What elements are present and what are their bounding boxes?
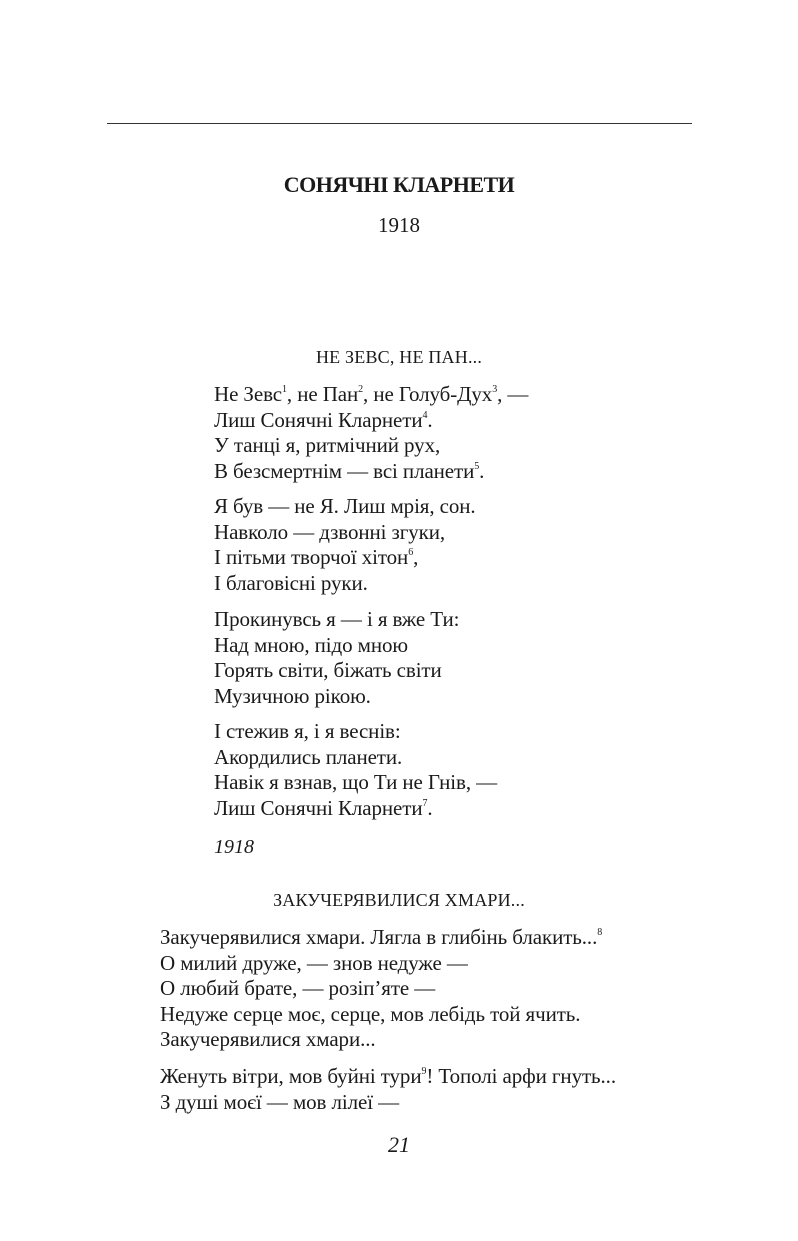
footnote-ref: 6 — [408, 547, 414, 558]
book-year: 1918 — [378, 213, 420, 237]
verse-line: Акордились планети. — [214, 744, 403, 769]
footnote-ref: 3 — [492, 384, 498, 395]
verse-line: Горять світи, біжать світи — [214, 658, 442, 682]
top-rule — [107, 123, 692, 124]
verse-line: Навколо — дзвонні згуки, — [214, 519, 446, 544]
footnote-ref: 5 — [474, 460, 480, 472]
verse-line: Над мною, підо мною — [214, 632, 408, 657]
verse-line: О любий брате, — розіп’яте — — [160, 976, 436, 1000]
verse-line: Закучерявилися хмари... — [160, 1027, 376, 1051]
footnote-ref: 2 — [358, 384, 364, 395]
verse-line: О милий друже, — знов недуже — — [160, 950, 468, 975]
verse-line: Недуже серце моє, серце, мов лебідь той ячить. — [160, 1001, 581, 1026]
stanza — [214, 382, 528, 484]
poem-title: НЕ ЗЕВС, НЕ ПАН... — [315, 347, 483, 367]
verse-line: В безсмертнім — всі планети$^5$. — [214, 458, 485, 483]
poem-date: 1918 — [214, 836, 254, 858]
verse-line: І благовісні руки. — [214, 570, 368, 595]
footnote-ref: 7 — [422, 797, 428, 809]
stanza — [214, 607, 459, 709]
verse-line: У танці я, ритмічний рух, — [214, 433, 441, 457]
stanza — [214, 719, 497, 821]
poem-title: ЗАКУЧЕРЯВИЛИСЯ ХМАРИ... — [273, 890, 525, 910]
verse-line: Прокинувсь я — і я вже Ти: — [214, 607, 460, 631]
verse-line: Навік я взнав, що Ти не Гнів, — — [214, 770, 498, 794]
footnote-ref: 4 — [422, 409, 428, 421]
page-number: 21 — [388, 1132, 410, 1157]
verse-line: Я був — не Я. Лиш мрія, сон. — [214, 494, 476, 518]
footnote-ref: 1 — [282, 384, 287, 395]
verse-line: Не Зевс$^1$, не Пан$^2$, не Голуб-Дух$^3$, — — [214, 382, 529, 406]
stanza — [160, 1064, 616, 1115]
stanza — [214, 494, 476, 596]
verse-line: З душі моєї — мов лілеї — — [160, 1089, 400, 1114]
verse-line: Лиш Сонячні Кларнети$^7$. — [214, 795, 433, 820]
footnote-ref: 8 — [597, 927, 603, 938]
verse-line: І пітьми творчої хітон$^6$, — [214, 545, 419, 569]
verse-line: Лиш Сонячні Кларнети$^4$. — [214, 407, 433, 432]
verse-line: Женуть вітри, мов буйні тури$^9$! Тополі арфи гнуть... — [160, 1064, 616, 1088]
footnote-ref: 9 — [421, 1066, 427, 1077]
verse-line: Закучерявилися хмари. Лягла в глибінь блакить...$^8$ — [160, 925, 603, 949]
verse-line: І стежив я, і я веснів: — [214, 719, 401, 743]
stanza — [160, 925, 602, 1053]
verse-line: Музичною рікою. — [214, 683, 371, 708]
book-title: СОНЯЧНІ КЛАРНЕТИ — [283, 172, 515, 197]
